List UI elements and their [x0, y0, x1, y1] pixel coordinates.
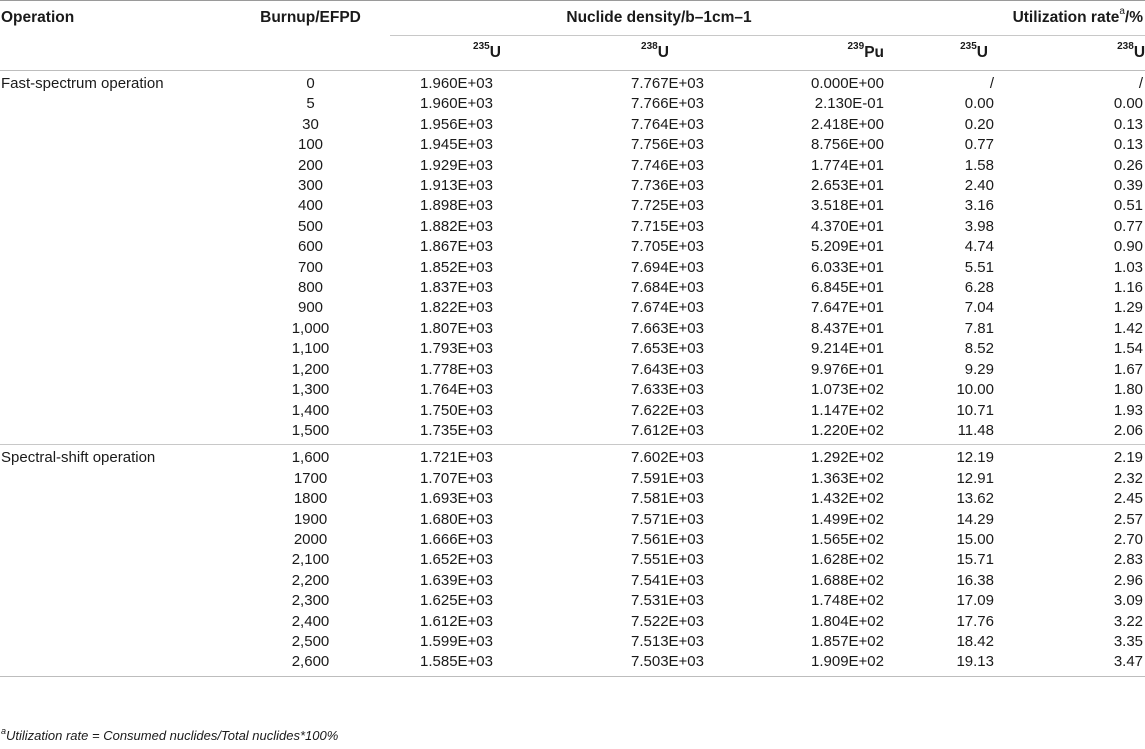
- cell-u235-density: 1.707E+03: [420, 469, 493, 487]
- cell-u235-rate: 4.74: [964, 238, 994, 256]
- cell-u238-rate: 1.54: [1113, 340, 1144, 358]
- cell-u235-density: 1.652E+03: [420, 551, 493, 569]
- header-u238-symbol: U: [657, 44, 669, 61]
- cell-u235-density: 1.913E+03: [420, 177, 493, 195]
- cell-pu239-density: 1.432E+02: [811, 490, 884, 508]
- cell-burnup: 200: [297, 156, 324, 174]
- cell-u235-density: 1.852E+03: [420, 258, 493, 276]
- table-row: [0, 469, 1145, 489]
- cell-burnup: 1,400: [291, 401, 330, 419]
- cell-u235-density: 1.929E+03: [420, 156, 493, 174]
- cell-burnup: 900: [297, 299, 324, 317]
- cell-u235-density: 1.764E+03: [420, 381, 493, 399]
- cell-operation: [0, 115, 231, 135]
- cell-pu239-density: 1.220E+02: [811, 421, 884, 439]
- table-row: [0, 632, 1145, 652]
- cell-u238-rate: 2.06: [1113, 421, 1144, 439]
- table-row: [0, 612, 1145, 632]
- header-utilization-rate-unit: /%: [1124, 9, 1144, 26]
- cell-pu239-density: 0.000E+00: [811, 75, 884, 92]
- cell-u235-rate: 17.76: [956, 612, 994, 630]
- cell-u235-density: 1.898E+03: [420, 197, 493, 215]
- cell-burnup: 1,000: [291, 319, 330, 337]
- cell-u235-density: 1.778E+03: [420, 360, 493, 378]
- cell-u238-rate: 2.45: [1113, 490, 1144, 508]
- cell-u238-rate: 3.47: [1034, 652, 1145, 676]
- cell-operation: [0, 530, 231, 550]
- cell-u235-rate: 0.20: [964, 115, 994, 133]
- cell-pu239-density: 9.976E+01: [811, 360, 884, 378]
- cell-u235-density: 1.599E+03: [420, 632, 493, 650]
- cell-u238-density: 7.551E+03: [631, 551, 704, 569]
- cell-burnup: 1,100: [291, 340, 330, 358]
- cell-pu239-density: 1.909E+02: [730, 652, 884, 676]
- cell-u238-density: 7.715E+03: [631, 217, 704, 235]
- cell-u238-rate: 1.67: [1113, 360, 1144, 378]
- header-rate-u238: [1034, 36, 1145, 71]
- cell-operation: [0, 360, 231, 380]
- cell-u238-density: 7.674E+03: [631, 299, 704, 317]
- table-row: [0, 401, 1145, 421]
- table-row: [0, 156, 1145, 176]
- cell-pu239-density: 9.214E+01: [811, 340, 884, 358]
- cell-pu239-density: 1.688E+02: [811, 571, 884, 589]
- table-body: [0, 71, 1145, 677]
- cell-pu239-density: 1.628E+02: [811, 551, 884, 569]
- cell-u238-density: 7.622E+03: [631, 401, 704, 419]
- cell-u238-rate: 2.96: [1113, 571, 1144, 589]
- header-operation: Operation: [1, 9, 75, 27]
- cell-burnup: 2,500: [291, 632, 330, 650]
- cell-operation: [0, 652, 231, 676]
- cell-u238-rate: 2.57: [1113, 510, 1144, 528]
- header-utilization-rate-sup: a: [1119, 6, 1125, 17]
- cell-burnup: 1,200: [291, 360, 330, 378]
- cell-operation: [0, 469, 231, 489]
- header-row-2: [0, 36, 1145, 71]
- cell-u238-rate: 0.77: [1113, 217, 1144, 235]
- cell-pu239-density: 1.292E+02: [730, 445, 884, 469]
- cell-operation: [0, 489, 231, 509]
- cell-u235-rate: 12.19: [884, 445, 1034, 469]
- cell-u238-rate: 1.42: [1113, 319, 1144, 337]
- cell-burnup: 2,300: [291, 592, 330, 610]
- cell-pu239-density: 6.845E+01: [811, 279, 884, 297]
- cell-burnup: 1700: [293, 469, 328, 487]
- cell-u238-density: 7.694E+03: [631, 258, 704, 276]
- cell-u238-rate: 3.22: [1113, 612, 1144, 630]
- cell-operation: [0, 339, 231, 359]
- cell-u235-rate: 8.52: [964, 340, 994, 358]
- cell-u235-rate: 2.40: [964, 177, 994, 195]
- cell-u235-rate: 3.98: [964, 217, 994, 235]
- cell-u238-rate: 2.32: [1113, 469, 1144, 487]
- header-rate-u238-mass: 238: [1117, 41, 1134, 52]
- header-u235-mass: 235: [473, 41, 490, 52]
- header-empty-2: [231, 36, 390, 71]
- cell-u238-rate: 2.83: [1113, 551, 1144, 569]
- cell-u235-density: 1.822E+03: [420, 299, 493, 317]
- cell-pu239-density: 3.518E+01: [811, 197, 884, 215]
- table-row: [0, 510, 1145, 530]
- cell-u238-density: 7.633E+03: [631, 381, 704, 399]
- cell-u238-density: 7.581E+03: [631, 490, 704, 508]
- cell-u238-density: 7.684E+03: [631, 279, 704, 297]
- cell-operation: [0, 421, 231, 445]
- cell-u235-density: 1.956E+03: [420, 115, 493, 133]
- cell-burnup: 1900: [293, 510, 328, 528]
- header-pu239-mass: 239: [847, 41, 865, 52]
- cell-u238-density: 7.736E+03: [631, 177, 704, 195]
- table-row: [0, 421, 1145, 445]
- cell-burnup: 1,600: [231, 445, 390, 469]
- cell-pu239-density: 1.857E+02: [811, 632, 884, 650]
- cell-operation: [0, 298, 231, 318]
- cell-burnup: 500: [297, 217, 324, 235]
- cell-operation: [0, 612, 231, 632]
- cell-operation: Spectral-shift operation: [0, 445, 231, 469]
- footnote-text: Utilization rate = Consumed nuclides/Total nuclides*100%: [6, 728, 339, 743]
- cell-u235-density: 1.639E+03: [420, 571, 493, 589]
- cell-pu239-density: 1.804E+02: [811, 612, 884, 630]
- cell-u235-rate: 0.77: [964, 136, 994, 154]
- cell-u235-rate: 14.29: [956, 510, 994, 528]
- cell-operation: [0, 401, 231, 421]
- header-u238-mass: 238: [641, 41, 658, 52]
- cell-u238-rate: /: [1138, 75, 1144, 92]
- cell-operation: [0, 176, 231, 196]
- table-row: [0, 94, 1145, 114]
- cell-u235-rate: /: [989, 75, 994, 92]
- cell-u238-rate: 0.26: [1113, 156, 1144, 174]
- cell-burnup: 2000: [293, 530, 328, 548]
- cell-u238-rate: 2.70: [1113, 530, 1144, 548]
- header-empty-1: [0, 36, 231, 71]
- cell-u238-rate: 2.19: [1034, 445, 1145, 469]
- cell-u238-density: 7.531E+03: [631, 592, 704, 610]
- cell-burnup: 300: [297, 177, 324, 195]
- table-row: [0, 380, 1145, 400]
- header-u235-symbol: U: [489, 44, 501, 61]
- cell-operation: Fast-spectrum operation: [1, 75, 164, 92]
- cell-pu239-density: 2.653E+01: [811, 177, 884, 195]
- cell-u235-density: 1.882E+03: [420, 217, 493, 235]
- cell-operation: [0, 591, 231, 611]
- cell-u238-rate: 3.35: [1113, 632, 1144, 650]
- cell-u235-density: 1.807E+03: [420, 319, 493, 337]
- cell-burnup: 1800: [293, 490, 328, 508]
- cell-operation: [0, 510, 231, 530]
- table-row: [0, 237, 1145, 257]
- header-rate-u235: [884, 36, 1034, 71]
- cell-operation: [0, 632, 231, 652]
- cell-u238-density: 7.561E+03: [631, 530, 704, 548]
- cell-burnup: 400: [297, 197, 324, 215]
- header-burnup: Burnup/EFPD: [260, 9, 361, 27]
- cell-u238-rate: 0.90: [1113, 238, 1144, 256]
- cell-u235-density: 1.625E+03: [420, 592, 493, 610]
- table-row: [0, 176, 1145, 196]
- table-row: [0, 319, 1145, 339]
- cell-pu239-density: 8.437E+01: [811, 319, 884, 337]
- cell-pu239-density: 7.647E+01: [811, 299, 884, 317]
- table-row: [0, 530, 1145, 550]
- cell-u235-rate: 13.62: [956, 490, 994, 508]
- cell-u235-rate: 5.51: [964, 258, 994, 276]
- cell-u238-density: 7.746E+03: [631, 156, 704, 174]
- table-row: [0, 196, 1145, 216]
- cell-u235-density: 1.793E+03: [420, 340, 493, 358]
- cell-burnup: 600: [297, 238, 324, 256]
- cell-u235-density: 1.735E+03: [420, 421, 493, 439]
- cell-u235-density: 1.945E+03: [420, 136, 493, 154]
- table-row: [0, 571, 1145, 591]
- cell-u235-rate: 11.48: [957, 421, 994, 439]
- table-row: [0, 591, 1145, 611]
- cell-u238-density: 7.653E+03: [631, 340, 704, 358]
- cell-operation: [0, 258, 231, 278]
- table-row: [0, 278, 1145, 298]
- cell-operation: [0, 319, 231, 339]
- cell-burnup: 1,300: [291, 381, 330, 399]
- cell-u238-density: 7.541E+03: [631, 571, 704, 589]
- header-rate-u238-symbol: U: [1133, 44, 1145, 61]
- cell-u235-rate: 7.81: [964, 319, 994, 337]
- cell-u238-density: 7.766E+03: [631, 95, 704, 113]
- cell-pu239-density: 6.033E+01: [811, 258, 884, 276]
- cell-u238-density: 7.503E+03: [548, 652, 730, 676]
- header-pu239: [730, 36, 884, 71]
- cell-u235-rate: 1.58: [964, 156, 994, 174]
- cell-u238-rate: 0.39: [1113, 177, 1144, 195]
- cell-u235-rate: 12.91: [956, 469, 994, 487]
- header-utilization-rate-label: Utilization rate: [1012, 9, 1120, 26]
- cell-u238-rate: 0.51: [1113, 197, 1144, 215]
- cell-u238-rate: 1.80: [1113, 381, 1144, 399]
- cell-burnup: 2,200: [291, 571, 330, 589]
- cell-operation: [0, 380, 231, 400]
- cell-u235-rate: 19.13: [884, 652, 1034, 676]
- cell-u238-density: 7.522E+03: [631, 612, 704, 630]
- cell-operation: [0, 217, 231, 237]
- cell-u235-rate: 18.42: [956, 632, 994, 650]
- cell-burnup: 800: [297, 279, 324, 297]
- cell-operation: [0, 550, 231, 570]
- cell-pu239-density: 1.147E+02: [811, 401, 884, 419]
- cell-burnup: 2,600: [231, 652, 390, 676]
- cell-operation: [0, 156, 231, 176]
- cell-pu239-density: 8.756E+00: [811, 136, 884, 154]
- cell-u235-density: 1.721E+03: [390, 445, 548, 469]
- cell-pu239-density: 2.418E+00: [811, 115, 884, 133]
- cell-operation: [0, 278, 231, 298]
- cell-burnup: 700: [297, 258, 324, 276]
- cell-pu239-density: 1.774E+01: [811, 156, 884, 174]
- cell-u235-rate: 15.71: [956, 551, 994, 569]
- cell-u235-rate: 17.09: [956, 592, 994, 610]
- cell-u235-density: 1.750E+03: [420, 401, 493, 419]
- footnote: [1, 728, 338, 743]
- cell-u238-rate: 0.13: [1113, 136, 1144, 154]
- cell-u238-density: 7.602E+03: [548, 445, 730, 469]
- cell-u238-rate: 1.93: [1113, 401, 1144, 419]
- cell-pu239-density: 1.565E+02: [811, 530, 884, 548]
- cell-u235-density: 1.960E+03: [420, 95, 493, 113]
- cell-pu239-density: 1.748E+02: [811, 592, 884, 610]
- header-u235: [390, 36, 548, 71]
- cell-operation: [0, 135, 231, 155]
- cell-pu239-density: 1.499E+02: [811, 510, 884, 528]
- header-rate-u235-mass: 235: [960, 41, 977, 52]
- cell-u235-rate: 3.16: [964, 197, 994, 215]
- cell-burnup: 0: [306, 75, 315, 92]
- cell-burnup: 30: [302, 115, 319, 133]
- cell-pu239-density: 5.209E+01: [811, 238, 884, 256]
- cell-burnup: 2,100: [291, 551, 330, 569]
- cell-burnup: 100: [297, 136, 324, 154]
- cell-u235-density: 1.693E+03: [420, 490, 493, 508]
- cell-u235-density: 1.837E+03: [420, 279, 493, 297]
- header-utilization-rate: [884, 1, 1145, 36]
- table-row: [0, 360, 1145, 380]
- header-nuclide-density-label: Nuclide density/b–1cm–1: [566, 9, 752, 26]
- header-nuclide-density: [390, 1, 884, 36]
- table-row: [0, 115, 1145, 135]
- cell-u238-density: 7.612E+03: [631, 421, 704, 439]
- cell-pu239-density: 1.073E+02: [811, 381, 884, 399]
- table-row: [0, 652, 1145, 676]
- cell-u235-density: 1.960E+03: [420, 75, 493, 92]
- header-row-1: [0, 1, 1145, 36]
- cell-u238-rate: 1.03: [1113, 258, 1144, 276]
- cell-u235-rate: 6.28: [964, 279, 994, 297]
- cell-u235-rate: 10.00: [956, 381, 994, 399]
- table-row: [0, 550, 1145, 570]
- cell-u235-rate: 10.71: [956, 401, 994, 419]
- cell-u235-rate: 15.00: [956, 530, 994, 548]
- header-pu239-symbol: Pu: [864, 44, 884, 61]
- cell-u238-rate: 3.09: [1113, 592, 1144, 610]
- cell-u235-density: 1.680E+03: [420, 510, 493, 528]
- footnote-marker: a: [1, 726, 7, 736]
- cell-u238-density: 7.725E+03: [631, 197, 704, 215]
- cell-u238-density: 7.571E+03: [631, 510, 704, 528]
- cell-u238-rate: 0.13: [1113, 115, 1144, 133]
- table-row: [0, 71, 1145, 95]
- cell-u235-density: 1.666E+03: [420, 530, 493, 548]
- cell-burnup: 2,400: [291, 612, 330, 630]
- cell-u238-density: 7.705E+03: [631, 238, 704, 256]
- cell-pu239-density: 4.370E+01: [811, 217, 884, 235]
- cell-u235-rate: 16.38: [956, 571, 994, 589]
- table-row: [0, 217, 1145, 237]
- cell-pu239-density: 2.130E-01: [814, 95, 884, 113]
- cell-u238-density: 7.764E+03: [631, 115, 704, 133]
- cell-u235-rate: 7.04: [964, 299, 994, 317]
- cell-u238-density: 7.756E+03: [631, 136, 704, 154]
- cell-u238-density: 7.663E+03: [631, 319, 704, 337]
- table-row: [0, 298, 1145, 318]
- cell-operation: [0, 571, 231, 591]
- cell-u238-density: 7.643E+03: [631, 360, 704, 378]
- cell-u238-rate: 1.16: [1113, 279, 1144, 297]
- table-row: [0, 339, 1145, 359]
- header-rate-u235-symbol: U: [976, 44, 988, 61]
- cell-burnup: 1,500: [291, 421, 330, 439]
- table-row: [0, 258, 1145, 278]
- cell-pu239-density: 1.363E+02: [811, 469, 884, 487]
- cell-operation: [0, 237, 231, 257]
- cell-u235-density: 1.612E+03: [420, 612, 493, 630]
- cell-u235-density: 1.585E+03: [390, 652, 548, 676]
- cell-operation: [0, 196, 231, 216]
- cell-u235-rate: 9.29: [964, 360, 994, 378]
- cell-u235-rate: 0.00: [964, 95, 994, 113]
- cell-u238-rate: 0.00: [1113, 95, 1144, 113]
- table-header: [0, 1, 1145, 71]
- table-row: [0, 135, 1145, 155]
- cell-u238-density: 7.591E+03: [631, 469, 704, 487]
- cell-burnup: 5: [306, 95, 315, 113]
- table-row: [0, 445, 1145, 469]
- cell-u238-density: 7.513E+03: [631, 632, 704, 650]
- cell-u235-density: 1.867E+03: [420, 238, 493, 256]
- cell-u238-density: 7.767E+03: [631, 75, 704, 92]
- cell-operation: [0, 94, 231, 114]
- header-u238: [548, 36, 730, 71]
- table-row: [0, 489, 1145, 509]
- cell-u238-rate: 1.29: [1113, 299, 1144, 317]
